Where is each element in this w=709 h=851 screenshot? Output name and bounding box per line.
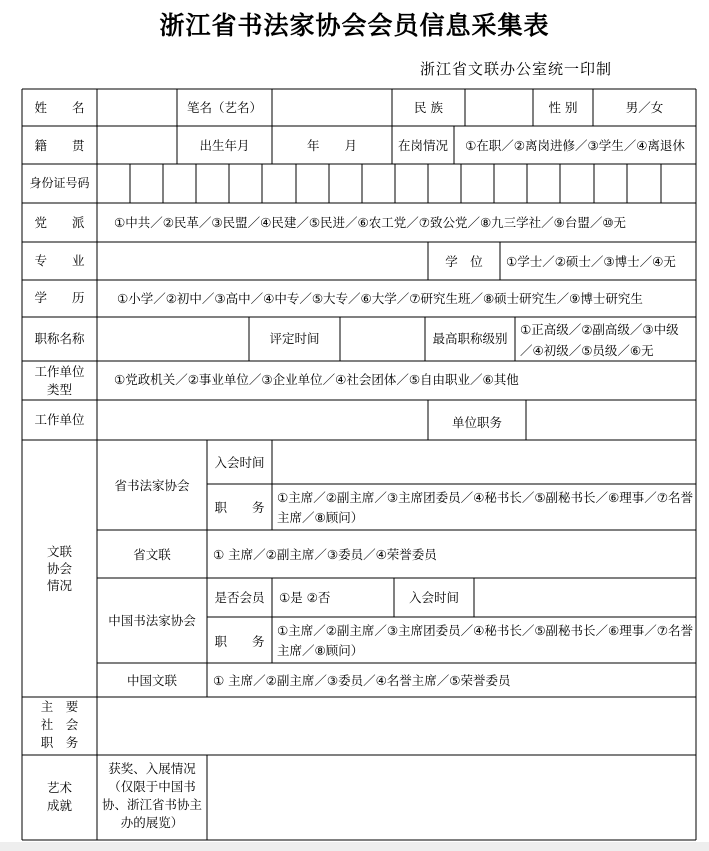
china-calligraphy-label: 中国书法家协会 [108,613,196,628]
education-label: 学 历 [34,290,85,305]
member-options[interactable]: ①是 ②否 [279,590,331,605]
degree-label: 学 位 [445,254,483,269]
page-title: 浙江省书法家协会会员信息采集表 [159,11,550,40]
social-label-1: 主 要 [40,699,79,714]
awards-label-4: 办的展览） [120,815,184,830]
social-label-2: 社 会 [40,717,79,732]
title-level-options-1[interactable]: ①正高级／②副高级／③中级 [520,322,679,337]
education-options[interactable]: ①小学／②初中／③高中／④中专／⑤大专／⑥大学／⑦研究生班／⑧硕士研究生／⑨博士研究生 [117,291,643,306]
awards-label-2: （仅限于中国书 [108,779,196,794]
join-time-label: 入会时间 [214,455,265,470]
party-label: 党 派 [34,215,85,230]
duty-options-provincial[interactable]: ①主席／②副主席／③主席团委员／④秘书长／⑤副秘书长／⑥理事／⑦名誉主席／⑧顾问） [277,490,693,525]
penname-label: 笔名（艺名） [186,100,262,115]
china-federation-options[interactable]: ① 主席／②副主席／③委员／④名誉主席／⑤荣誉委员 [213,673,511,688]
art-label-2: 成就 [46,798,72,813]
issuer-note: 浙江省文联办公室统一印制 [420,60,613,78]
gender-label: 性 别 [548,100,578,115]
eval-time-label: 评定时间 [269,331,320,346]
major-label: 专 业 [34,253,85,268]
assoc-label-2: 协会 [46,561,72,576]
status-label: 在岗情况 [397,138,448,153]
is-member-label: 是否会员 [214,590,265,605]
assoc-label-3: 情况 [46,578,72,593]
gender-options[interactable]: 男／女 [625,100,664,115]
origin-label: 籍 贯 [34,138,85,153]
awards-label-1: 获奖、入展情况 [108,761,196,776]
work-unit-label: 工作单位 [34,412,85,427]
degree-options[interactable]: ①学士／②硕士／③博士／④无 [506,254,676,269]
status-options[interactable]: ①在职／②离岗进修／③学生／④离退休 [465,138,685,153]
art-label-1: 艺术 [46,780,72,795]
title-label: 职称名称 [34,331,85,346]
unit-type-label-1: 工作单位 [34,364,85,379]
party-options[interactable]: ①中共／②民革／③民盟／④民建／⑤民进／⑥农工党／⑦致公党／⑧九三学社／⑨台盟／⑩无 [114,215,627,230]
assoc-label-1: 文联 [46,544,72,559]
provincial-federation-label: 省文联 [133,547,171,562]
page-bottom-edge [0,842,709,851]
ethnicity-label: 民 族 [414,100,443,115]
federation-options[interactable]: ① 主席／②副主席／③委员／④荣誉委员 [213,547,437,562]
year-month-field[interactable]: 年 月 [306,138,357,153]
title-level-options-2[interactable]: ／④初级／⑤员级／⑥无 [520,343,654,358]
china-federation-label: 中国文联 [126,673,177,688]
name-label: 姓 名 [34,100,85,115]
social-label-3: 职 务 [40,735,79,750]
unit-type-options[interactable]: ①党政机关／②事业单位／③企业单位／④社会团体／⑤自由职业／⑥其他 [114,372,519,387]
duty-label: 职 务 [214,500,265,515]
provincial-calligraphy-label: 省书法家协会 [114,478,190,493]
id-label: 身份证号码 [29,176,90,190]
unit-type-label-2: 类型 [46,382,72,397]
birth-label: 出生年月 [199,138,250,153]
unit-position-label: 单位职务 [451,415,502,430]
awards-label-3: 协、浙江省书协主 [101,797,202,812]
join-time-label-2: 入会时间 [408,590,459,605]
duty-label-2: 职 务 [214,634,265,649]
title-level-label: 最高职称级别 [432,331,508,346]
duty-options-china[interactable]: ①主席／②副主席／③主席团委员／④秘书长／⑤副秘书长／⑥理事／⑦名誉主席／⑧顾问） [277,623,693,658]
